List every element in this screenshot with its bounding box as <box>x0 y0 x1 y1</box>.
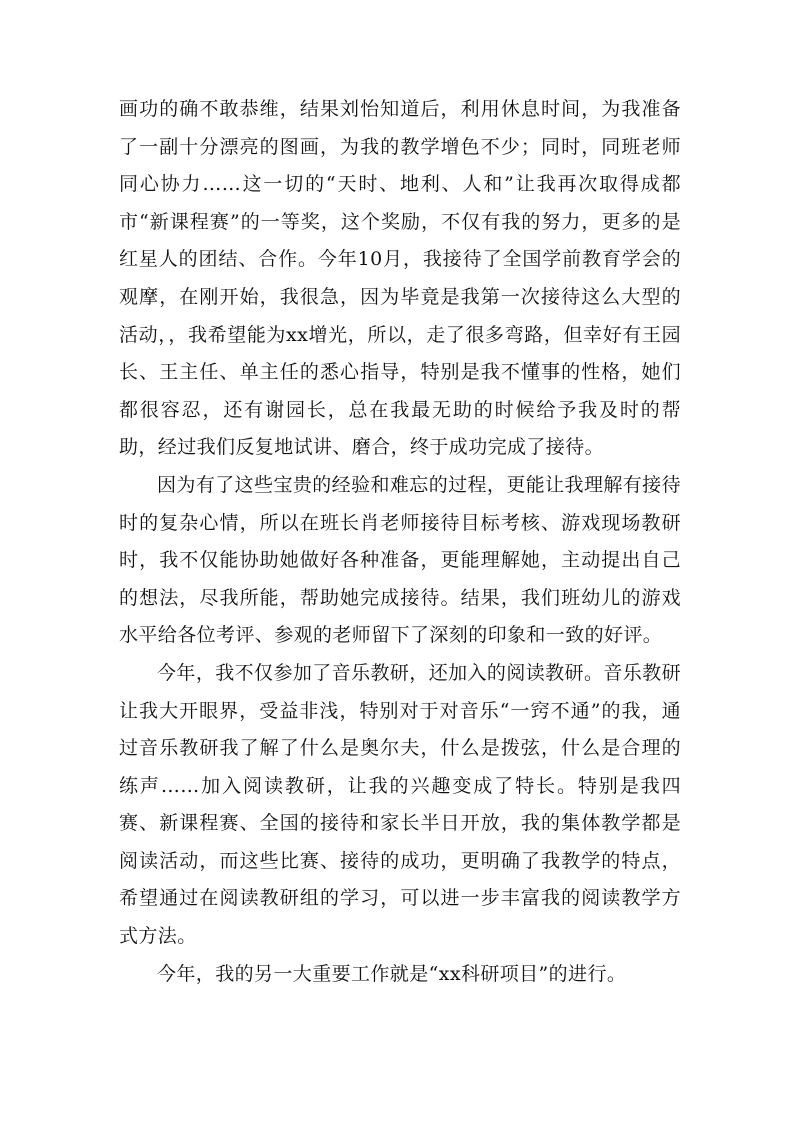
paragraph-2: 因为有了这些宝贵的经验和难忘的过程，更能让我理解有接待时的复杂心情，所以在班长肖老师接待目标考核、游戏现场教研时，我不仅能协助她做好各种准备，更能理解她，主动提出自己的想法，尽我所能，帮助她完成接待。结果，我们班幼儿的游戏水平给各位考评、参观的老师留下了深刻的印象和一致的好评。 <box>119 473 681 647</box>
paragraph-4: 今年，我的另一大重要工作就是“xx科研项目”的进行。 <box>157 962 627 985</box>
paragraph-1: 画功的确不敢恭维，结果刘怡知道后，利用休息时间，为我准备了一副十分漂亮的图画，为我的教学增色不少；同时，同班老师同心协力……这一切的“天时、地利、人和”让我再次取得成都市“新课程赛”的一等奖，这个奖励，不仅有我的努力，更多的是红星人的团结、合作。今年10月，我接待了全国学前教育学会的观摩，在刚开始，我很急，因为毕竟是我第一次接待这么大型的活动，，我希望能为xx增光，所以，走了很多弯路，但幸好有王园长、王主任、单主任的悉心指导，特别是我不懂事的性格，她们都很容忍，还有谢园长，总在我最无助的时候给予我及时的帮助，经过我们反复地试讲、磨合，终于成功完成了接待。 <box>119 98 681 459</box>
paragraph-3: 今年，我不仅参加了音乐教研，还加入的阅读教研。音乐教研让我大开眼界，受益非浅，特别对于对音乐“一窍不通”的我，通过音乐教研我了解了什么是奥尔夫，什么是拨弦，什么是合理的练声……加入阅读教研，让我的兴趣变成了特长。特别是我四赛、新课程赛、全国的接待和家长半日开放，我的集体教学都是阅读活动，而这些比赛、接待的成功，更明确了我教学的特点，希望通过在阅读教研组的学习，可以进一步丰富我的阅读教学方式方法。 <box>119 661 681 948</box>
document-body <box>119 91 681 993</box>
